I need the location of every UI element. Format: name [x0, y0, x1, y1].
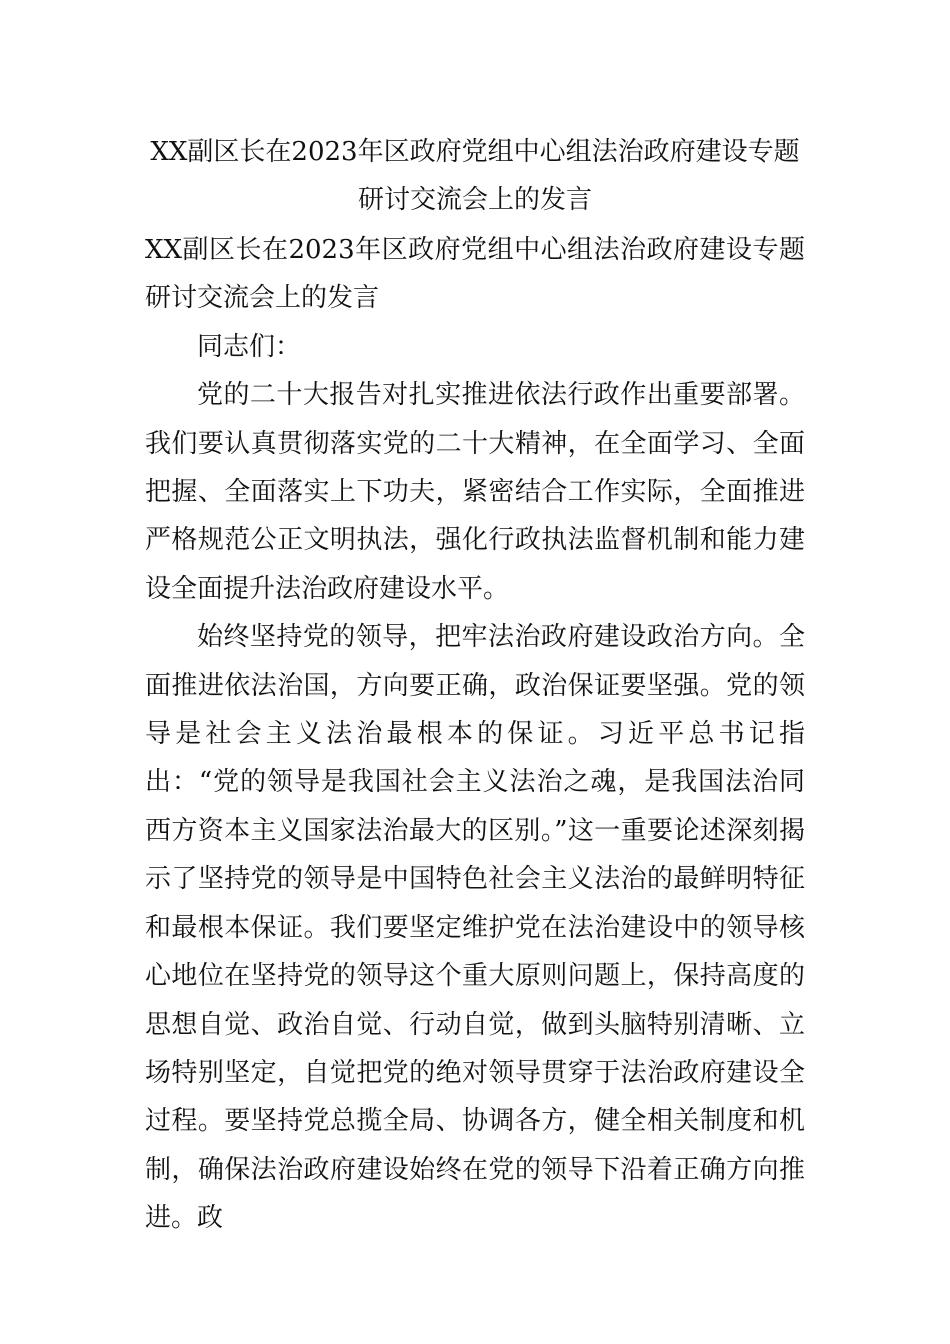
body-paragraph-1: 党的二十大报告对扎实推进依法行政作出重要部署。我们要认真贯彻落实党的二十大精神，在全面学习、全面把握、全面落实上下功夫，紧密结合工作实际，全面推进严格规范公正文明执法，强化行政执法监督机制和能力建设全面提升法治政府建设水平。 — [145, 380, 805, 604]
title-line-2: 研讨交流会上的发言 — [357, 185, 592, 215]
salutation: 同志们： — [197, 331, 302, 362]
repeated-title: XX副区长在2023年区政府党组中心组法治政府建设专题研讨交流会上的发言 — [145, 235, 805, 314]
title-line-1: XX副区长在2023年区政府党组中心组法治政府建设专题 — [150, 137, 800, 167]
body-paragraph-2: 始终坚持党的领导，把牢法治政府建设政治方向。全面推进依法治国，方向要正确，政治保证要坚强。党的领导是社会主义法治最根本的保证。习近平总书记指出：“党的领导是我国社会主义法治之魂，是我国法治同西方资本主义国家法治最大的区别。”这一重要论述深刻揭示了坚持党的领导是中国特色社会主义法治的最鲜明特征和最根本保证。我们要坚定维护党在法治建设中的领导核心地位在坚持党的领导这个重大原则问题上，保持高度的思想自觉、政治自觉、行动自觉，做到头脑特别清晰、立场特别坚定，自觉把党的绝对领导贯穿于法治政府建设全过程。要坚持党总揽全局、协调各方，健全相关制度和机制，确保法治政府建设始终在党的领导下沿着正确方向推进。政 — [145, 622, 805, 1234]
document-body — [145, 226, 805, 1243]
document-title — [145, 128, 805, 224]
